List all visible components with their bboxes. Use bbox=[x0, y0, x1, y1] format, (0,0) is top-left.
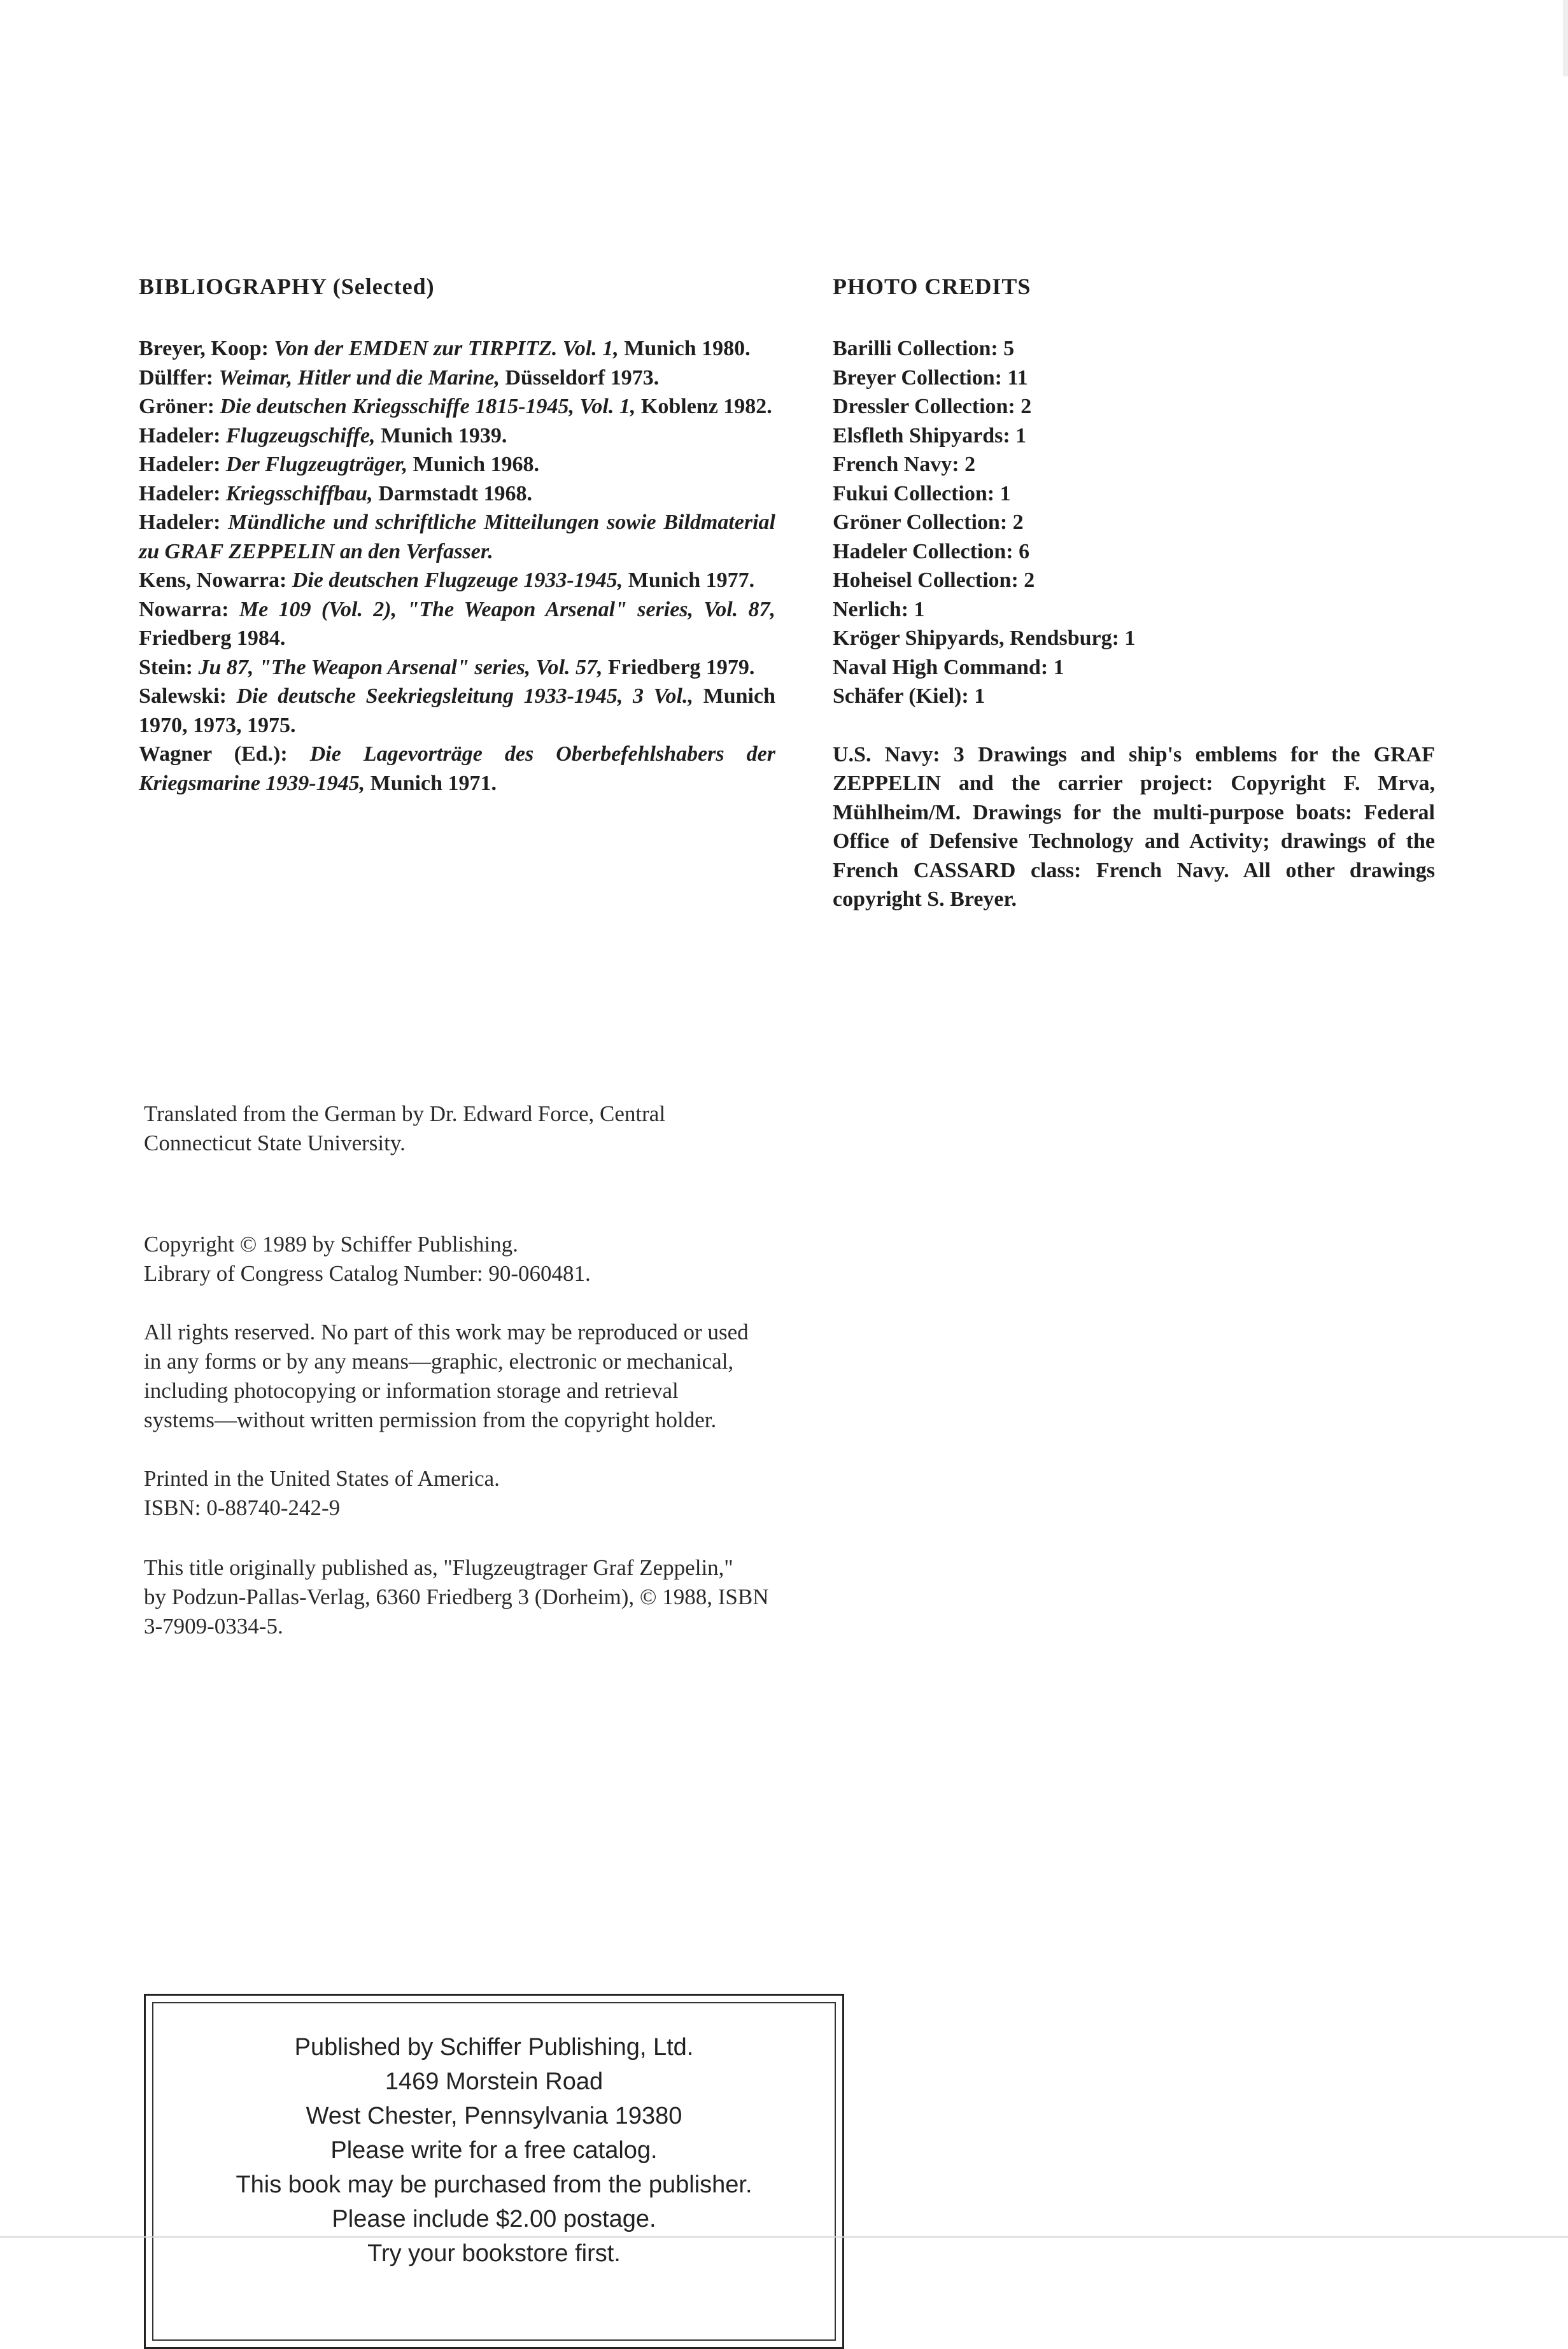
bibliography-entry bbox=[139, 566, 775, 595]
page-bottom-edge bbox=[0, 2236, 1568, 2238]
entry-text: Munich 1980. bbox=[618, 337, 751, 360]
entry-title: Die deutschen Kriegsschiffe 1815-1945, Vol. 1, bbox=[220, 395, 636, 418]
photo-credits-list bbox=[833, 334, 1445, 711]
entry-text: Düsseldorf 1973. bbox=[499, 365, 660, 390]
photo-credits-heading: PHOTO CREDITS bbox=[833, 274, 1031, 299]
entry-title: Der Flugzeugträger, bbox=[225, 453, 408, 476]
rights-line: including photocopying or information storage and retrieval bbox=[144, 1378, 679, 1403]
entry-title: Flugzeugschiffe, bbox=[225, 423, 376, 448]
entry-title: Die deutsche Seekriegsleitung 1933-1945, 3 Vol., bbox=[236, 684, 693, 708]
entry-text: Hadeler: bbox=[139, 511, 229, 534]
entry-text: Darmstadt 1968. bbox=[372, 481, 532, 505]
original-line: This title originally published as, "Flugzeugtrager Graf Zeppelin," bbox=[144, 1555, 733, 1580]
catalog-number: Library of Congress Catalog Number: 90-060481. bbox=[144, 1261, 591, 1286]
bibliography-entry bbox=[139, 392, 775, 421]
isbn: ISBN: 0-88740-242-9 bbox=[144, 1495, 341, 1520]
entry-title: Weimar, Hitler und die Marine, bbox=[218, 365, 500, 390]
bibliography-heading: BIBLIOGRAPHY (Selected) bbox=[139, 274, 435, 299]
rights-line: systems—without written permission from the copyright holder. bbox=[144, 1407, 717, 1432]
photo-credit-item: Nerlich: 1 bbox=[833, 597, 925, 621]
entry-text: Nowarra: bbox=[139, 597, 239, 621]
photo-credit-item: Hadeler Collection: 6 bbox=[833, 539, 1030, 563]
rights-line: All rights reserved. No part of this work may be reproduced or used bbox=[144, 1320, 749, 1344]
entry-text: Friedberg 1979. bbox=[602, 655, 755, 679]
bibliography-entry bbox=[139, 450, 775, 479]
publisher-box-line: Please include $2.00 postage. bbox=[332, 2206, 656, 2233]
entry-text: Munich 1968. bbox=[407, 453, 540, 476]
bibliography-section bbox=[139, 272, 775, 798]
bibliography-entry bbox=[139, 740, 775, 798]
entry-text: Gröner: bbox=[139, 395, 220, 418]
photo-credit-item: Hoheisel Collection: 2 bbox=[833, 568, 1035, 592]
translation-line: Connecticut State University. bbox=[144, 1131, 406, 1155]
entry-title: Kriegsschiffbau, bbox=[225, 481, 373, 505]
bibliography-entry bbox=[139, 334, 775, 363]
entry-text: Munich 1971. bbox=[365, 771, 497, 795]
publisher-box-line: West Chester, Pennsylvania 19380 bbox=[306, 2103, 682, 2129]
entry-text: Munich 1977. bbox=[623, 568, 755, 592]
original-publication bbox=[144, 1553, 971, 1641]
translation-line: Translated from the German by Dr. Edward Force, Central bbox=[144, 1101, 666, 1126]
bibliography-entry bbox=[139, 595, 775, 653]
photo-credit-item: Elsfleth Shipyards: 1 bbox=[833, 423, 1027, 448]
entry-text: Stein: bbox=[139, 655, 199, 679]
entry-text: Hadeler: bbox=[139, 453, 226, 476]
entry-title: Die deutschen Flugzeuge 1933-1945, bbox=[292, 568, 623, 592]
copyright-line: Copyright © 1989 by Schiffer Publishing. bbox=[144, 1232, 518, 1257]
entry-text: Friedberg 1984. bbox=[139, 626, 286, 650]
bibliography-entry bbox=[139, 508, 775, 566]
photo-credit-item: Kröger Shipyards, Rendsburg: 1 bbox=[833, 626, 1136, 650]
publisher-box-line: Try your bookstore first. bbox=[367, 2240, 621, 2267]
photo-credit-item: Barilli Collection: 5 bbox=[833, 337, 1015, 360]
drawings-credit-note: U.S. Navy: 3 Drawings and ship's emblems for the GRAF ZEPPELIN and the carrier project: Copyright F. Mrva, Mühlheim/M. Drawings for the multi-purpose boats: Federal Office of Defensive Technology and Activity; drawings of the French CASSARD class: French Navy. All other drawings copyright S. Breyer. bbox=[833, 742, 1435, 911]
bibliography-list bbox=[139, 334, 775, 798]
photo-credit-item: Gröner Collection: 2 bbox=[833, 511, 1024, 534]
scan-edge bbox=[1563, 0, 1568, 76]
publisher-box bbox=[144, 1994, 844, 2349]
entry-text: Dülffer: bbox=[139, 365, 219, 390]
entry-title: Von der EMDEN zur TIRPITZ. Vol. 1, bbox=[274, 337, 619, 360]
publisher-box-line: Please write for a free catalog. bbox=[330, 2137, 658, 2164]
entry-text: Munich 1939. bbox=[375, 423, 507, 448]
entry-text: Kens, Nowarra: bbox=[139, 568, 292, 592]
publisher-box-inner-border bbox=[152, 2002, 836, 2341]
entry-text: Breyer, Koop: bbox=[139, 337, 274, 360]
entry-text: Wagner (Ed.): bbox=[139, 742, 310, 766]
publisher-box-line: 1469 Morstein Road bbox=[385, 2068, 604, 2095]
entry-title: Die Lagevorträge des Oberbefehlshabers der Kriegsmarine 1939-1945, bbox=[139, 742, 775, 795]
publisher-box-line: This book may be purchased from the publisher. bbox=[236, 2171, 752, 2198]
bibliography-entry bbox=[139, 479, 775, 509]
original-line: by Podzun-Pallas-Verlag, 6360 Friedberg 3 (Dorheim), © 1988, ISBN bbox=[144, 1584, 769, 1609]
photo-credit-item: Breyer Collection: 11 bbox=[833, 365, 1028, 390]
bibliography-entry bbox=[139, 682, 775, 740]
entry-text: Hadeler: bbox=[139, 481, 226, 505]
publisher-box-line: Published by Schiffer Publishing, Ltd. bbox=[294, 2034, 694, 2061]
photo-credit-item: Dressler Collection: 2 bbox=[833, 395, 1032, 418]
rights-statement bbox=[144, 1318, 971, 1435]
photo-credit-item: Fukui Collection: 1 bbox=[833, 481, 1011, 505]
entry-title: Mündliche und schriftliche Mitteilungen sowie Bildmaterial zu GRAF ZEPPELIN an den Verfasser. bbox=[139, 511, 775, 563]
entry-text: Koblenz 1982. bbox=[635, 395, 772, 418]
bibliography-entry bbox=[139, 363, 775, 393]
bibliography-entry bbox=[139, 653, 775, 682]
original-line: 3-7909-0334-5. bbox=[144, 1614, 283, 1639]
bibliography-entry bbox=[139, 421, 775, 451]
translation-note bbox=[144, 1099, 971, 1158]
entry-text: Hadeler: bbox=[139, 423, 226, 448]
printed-in: Printed in the United States of America. bbox=[144, 1466, 500, 1491]
copyright-notice bbox=[144, 1230, 971, 1288]
photo-credit-item: Schäfer (Kiel): 1 bbox=[833, 684, 985, 708]
rights-line: in any forms or by any means—graphic, electronic or mechanical, bbox=[144, 1349, 734, 1374]
publisher-box-text bbox=[153, 2030, 835, 2271]
entry-text: Salewski: bbox=[139, 684, 237, 708]
photo-credit-item: Naval High Command: 1 bbox=[833, 655, 1064, 679]
photo-credit-item: French Navy: 2 bbox=[833, 453, 976, 476]
entry-title: Me 109 (Vol. 2), "The Weapon Arsenal" series, Vol. 87, bbox=[239, 597, 775, 621]
printing-info bbox=[144, 1464, 971, 1523]
entry-title: Ju 87, "The Weapon Arsenal" series, Vol. 57, bbox=[198, 655, 603, 679]
photo-credits-section bbox=[833, 272, 1445, 914]
entry-text: Munich 1970, 1973, 1975. bbox=[139, 684, 775, 737]
